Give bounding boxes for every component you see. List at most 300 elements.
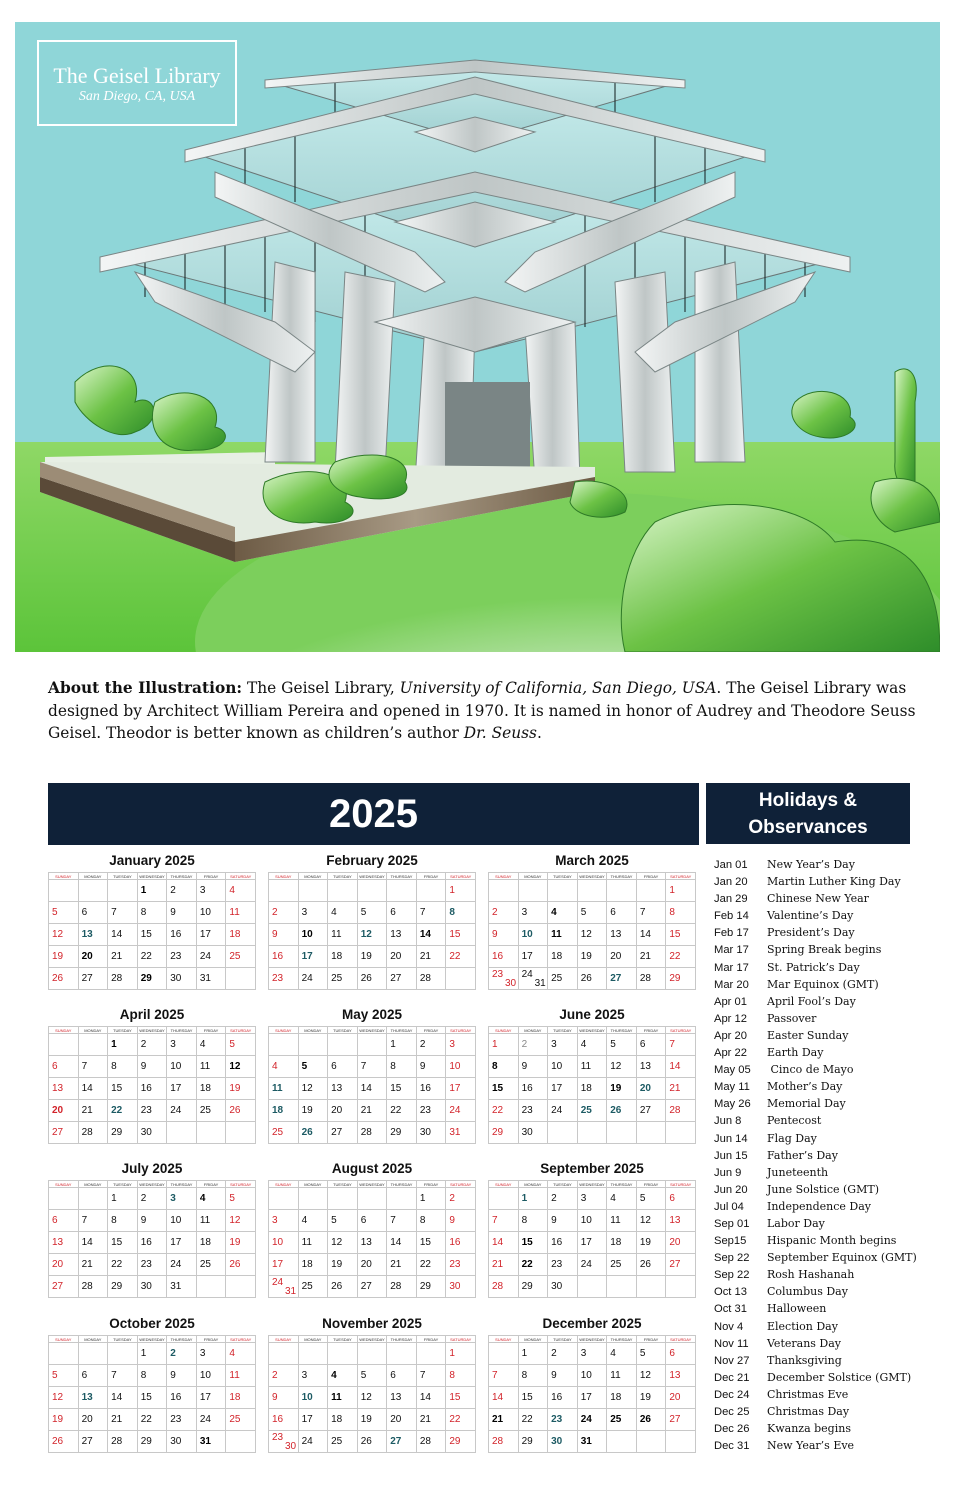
weekday-header: TUESDAY (328, 1027, 358, 1034)
day-cell: 14 (108, 1387, 138, 1409)
day-cell: 15 (666, 924, 696, 946)
holiday-row (714, 1420, 944, 1437)
holiday-date: Dec 25 (714, 1406, 750, 1418)
day-cell: 2 (446, 1188, 476, 1210)
day-cell: 26 (636, 1254, 666, 1276)
weekday-header: MONDAY (78, 1336, 108, 1343)
day-cell (269, 1188, 299, 1210)
day-cell: 8 (416, 1210, 446, 1232)
holiday-date: Sep15 (714, 1235, 747, 1248)
day-cell: 23 (446, 1254, 476, 1276)
day-cell: 15 (446, 1387, 476, 1409)
day-cell: 3 (577, 1188, 607, 1210)
day-cell: 28 (666, 1100, 696, 1122)
holiday-date: Feb 17 (714, 927, 749, 940)
holiday-row (714, 1181, 944, 1198)
month-title: June 2025 (559, 1007, 625, 1022)
weekday-header: THURSDAY (167, 1181, 197, 1188)
day-cell: 7 (666, 1034, 696, 1056)
day-cell: 7 (108, 902, 138, 924)
holiday-row (714, 1078, 944, 1095)
day-cell: 5 (49, 1365, 79, 1387)
weekday-header: SATURDAY (446, 873, 476, 880)
day-cell: 27 (78, 968, 108, 990)
day-cell: 25 (548, 968, 578, 990)
weekday-header: WEDNESDAY (357, 873, 387, 880)
day-cell: 17 (446, 1078, 476, 1100)
month-calendar (488, 1315, 696, 1453)
holiday-row (714, 1027, 944, 1044)
weekday-header: SUNDAY (489, 1181, 519, 1188)
month-calendar (48, 1006, 256, 1144)
day-cell: 10 (167, 1210, 197, 1232)
weekday-header: MONDAY (78, 1027, 108, 1034)
holiday-row (714, 1215, 944, 1232)
day-number: 24 (521, 969, 533, 980)
day-cell: 6 (78, 1365, 108, 1387)
day-cell: 6 (607, 902, 637, 924)
day-cell (489, 1188, 519, 1210)
day-cell: 11 (298, 1232, 328, 1254)
holiday-date: Oct 31 (714, 1303, 747, 1316)
day-cell: 20 (49, 1100, 79, 1122)
weekday-header: SATURDAY (226, 1181, 256, 1188)
day-cell: 26 (328, 1276, 358, 1298)
day-cell: 14 (666, 1056, 696, 1078)
holiday-date: Jul 04 (714, 1200, 744, 1213)
month-title: February 2025 (326, 853, 418, 868)
weekday-header: THURSDAY (607, 1181, 637, 1188)
day-cell: 25 (577, 1100, 607, 1122)
holiday-name: June Solstice (GMT) (767, 1182, 879, 1196)
day-cell: 15 (489, 1078, 519, 1100)
day-number: 31 (534, 978, 546, 989)
day-cell (328, 1188, 358, 1210)
weekday-header: FRIDAY (416, 1027, 446, 1034)
day-cell: 23 (167, 1409, 197, 1431)
day-cell (78, 1343, 108, 1365)
day-cell: 27 (49, 1276, 79, 1298)
day-cell: 3 (298, 1365, 328, 1387)
day-cell: 1 (108, 1034, 138, 1056)
day-cell: 17 (577, 1387, 607, 1409)
weekday-header: THURSDAY (387, 1027, 417, 1034)
weekday-header: TUESDAY (548, 1181, 578, 1188)
day-cell: 9 (167, 1365, 197, 1387)
day-cell: 8 (108, 1056, 138, 1078)
day-cell: 15 (416, 1232, 446, 1254)
holiday-row (714, 924, 944, 941)
weekday-header: THURSDAY (387, 1181, 417, 1188)
day-cell: 13 (78, 924, 108, 946)
day-cell: 21 (416, 1409, 446, 1431)
weekday-header: WEDNESDAY (357, 1027, 387, 1034)
weekday-header: WEDNESDAY (577, 1027, 607, 1034)
day-cell: 20 (607, 946, 637, 968)
day-cell: 8 (137, 902, 167, 924)
day-cell: 27 (78, 1431, 108, 1453)
day-cell: 26 (298, 1122, 328, 1144)
day-cell: 19 (577, 946, 607, 968)
holiday-row (714, 1352, 944, 1369)
day-cell: 23 (167, 946, 197, 968)
day-cell: 3 (167, 1188, 197, 1210)
day-cell: 12 (49, 1387, 79, 1409)
day-cell: 12 (49, 924, 79, 946)
day-cell: 21 (416, 946, 446, 968)
day-cell: 22 (666, 946, 696, 968)
day-cell (387, 1188, 417, 1210)
day-cell (666, 1276, 696, 1298)
day-cell (387, 1343, 417, 1365)
day-cell: 5 (298, 1056, 328, 1078)
day-cell: 5 (636, 1188, 666, 1210)
holiday-date: Jan 20 (714, 876, 748, 889)
day-cell: 28 (489, 1431, 519, 1453)
day-cell: 20 (78, 1409, 108, 1431)
day-cell: 10 (518, 924, 548, 946)
day-cell (607, 1122, 637, 1144)
day-cell (78, 1188, 108, 1210)
weekday-header: MONDAY (518, 873, 548, 880)
day-cell: 1 (518, 1188, 548, 1210)
holiday-name: Halloween (767, 1302, 827, 1316)
day-cell: 20 (49, 1254, 79, 1276)
day-cell: 19 (328, 1254, 358, 1276)
day-cell (196, 1276, 226, 1298)
holiday-name: September Equinox (GMT) (767, 1251, 917, 1265)
day-cell (636, 1276, 666, 1298)
holiday-row (714, 1318, 944, 1335)
day-cell: 17 (269, 1254, 299, 1276)
holiday-name: Juneteenth (767, 1165, 829, 1179)
day-cell (357, 1343, 387, 1365)
day-cell (108, 1343, 138, 1365)
holiday-row (714, 1335, 944, 1352)
day-cell: 28 (489, 1276, 519, 1298)
day-cell: 15 (518, 1387, 548, 1409)
day-cell: 11 (328, 924, 358, 946)
day-cell: 13 (49, 1078, 79, 1100)
day-cell (489, 1343, 519, 1365)
day-cell: 1 (489, 1034, 519, 1056)
day-cell: 3 (446, 1034, 476, 1056)
holiday-name: Hispanic Month begins (767, 1234, 897, 1248)
holiday-name: Easter Sunday (767, 1028, 849, 1042)
day-cell (666, 1431, 696, 1453)
day-cell: 14 (357, 1078, 387, 1100)
day-cell: 25 (226, 1409, 256, 1431)
holiday-row (714, 993, 944, 1010)
day-cell: 12 (226, 1056, 256, 1078)
holiday-row (714, 856, 944, 873)
day-cell: 30 (518, 1122, 548, 1144)
day-cell: 7 (357, 1056, 387, 1078)
day-cell: 15 (108, 1232, 138, 1254)
day-cell: 6 (666, 1188, 696, 1210)
day-cell: 4 (226, 880, 256, 902)
holiday-row (714, 1369, 944, 1386)
day-cell: 30 (137, 1276, 167, 1298)
day-cell: 11 (269, 1078, 299, 1100)
holiday-row (714, 1112, 944, 1129)
holiday-name: New Year’s Eve (767, 1439, 855, 1453)
year-header: 2025 (48, 783, 699, 845)
holiday-name: Mar Equinox (GMT) (767, 977, 879, 991)
holiday-date: Apr 01 (714, 995, 747, 1008)
holiday-date: Mar 17 (714, 961, 749, 974)
weekday-header: MONDAY (298, 1027, 328, 1034)
day-cell: 13 (357, 1232, 387, 1254)
month-title: July 2025 (121, 1161, 183, 1176)
weekday-header: SUNDAY (269, 873, 299, 880)
month-title: August 2025 (331, 1161, 413, 1176)
day-cell: 21 (108, 946, 138, 968)
day-cell: 2 (548, 1188, 578, 1210)
day-cell: 14 (416, 924, 446, 946)
holiday-name: Christmas Eve (767, 1387, 849, 1401)
day-cell: 25 (226, 946, 256, 968)
day-cell: 12 (636, 1365, 666, 1387)
month-title: April 2025 (119, 1007, 185, 1022)
day-cell: 17 (548, 1078, 578, 1100)
month-title: March 2025 (555, 853, 629, 868)
day-cell (416, 1343, 446, 1365)
day-cell: 12 (607, 1056, 637, 1078)
day-cell: 13 (328, 1078, 358, 1100)
holiday-row (714, 1061, 944, 1078)
about-author: Dr. Seuss (463, 724, 537, 742)
day-cell: 27 (357, 1276, 387, 1298)
day-cell (167, 1122, 197, 1144)
day-cell: 25 (607, 1254, 637, 1276)
day-cell: 6 (49, 1056, 79, 1078)
holiday-row (714, 1010, 944, 1027)
day-cell: 4 (607, 1343, 637, 1365)
day-cell: 5 (49, 902, 79, 924)
day-cell: 26 (607, 1100, 637, 1122)
holiday-date: Jun 14 (714, 1132, 748, 1145)
day-cell: 28 (387, 1276, 417, 1298)
holiday-date: Jun 8 (714, 1115, 742, 1128)
day-cell: 25 (298, 1276, 328, 1298)
day-cell: 4 (328, 902, 358, 924)
day-cell: 26 (49, 968, 79, 990)
day-cell: 30 (167, 968, 197, 990)
day-cell: 8 (518, 1365, 548, 1387)
day-cell: 21 (78, 1100, 108, 1122)
day-cell: 27 (607, 968, 637, 990)
day-cell: 6 (78, 902, 108, 924)
day-cell: 17 (196, 1387, 226, 1409)
day-number: 30 (285, 1441, 297, 1452)
weekday-header: SUNDAY (489, 1027, 519, 1034)
day-cell: 16 (269, 1409, 299, 1431)
about-lead: The Geisel Library, (242, 679, 400, 697)
holiday-name: Pentecost (767, 1114, 822, 1128)
holiday-name: Veterans Day (767, 1336, 842, 1350)
day-cell: 22 (518, 1254, 548, 1276)
holiday-row (714, 1249, 944, 1266)
day-cell: 29 (137, 1431, 167, 1453)
day-cell: 23 (548, 1409, 578, 1431)
day-cell: 27 (49, 1122, 79, 1144)
day-cell: 23 (137, 1254, 167, 1276)
illustration-title-box (37, 40, 237, 126)
day-cell: 19 (226, 1232, 256, 1254)
day-cell (577, 1276, 607, 1298)
day-cell (518, 880, 548, 902)
day-cell: 4 (298, 1210, 328, 1232)
day-cell: 19 (49, 1409, 79, 1431)
day-cell: 4 (196, 1188, 226, 1210)
weekday-header: FRIDAY (196, 1181, 226, 1188)
day-cell: 24 (167, 1100, 197, 1122)
day-cell: 14 (636, 924, 666, 946)
holiday-date: Apr 22 (714, 1047, 747, 1060)
day-cell: 9 (137, 1056, 167, 1078)
holiday-row (714, 941, 944, 958)
day-cell: 24 (548, 1100, 578, 1122)
day-cell: 20 (636, 1078, 666, 1100)
day-cell (298, 1034, 328, 1056)
holiday-row (714, 1130, 944, 1147)
day-cell (328, 1034, 358, 1056)
day-cell: 24 (446, 1100, 476, 1122)
holiday-row (714, 1198, 944, 1215)
weekday-header: WEDNESDAY (137, 1181, 167, 1188)
day-cell: 22 (108, 1100, 138, 1122)
holiday-date: Nov 4 (714, 1320, 744, 1333)
holiday-row (714, 907, 944, 924)
weekday-header: FRIDAY (196, 873, 226, 880)
about-body: . The Geisel Library was designed by Architect William Pereira and opened in 1970. It is named in honor of Audrey and Theodore Seuss Geisel. Theodor is better known as children’s author (48, 679, 916, 742)
day-cell: 1 (137, 1343, 167, 1365)
day-cell (518, 968, 548, 990)
holiday-name: Memorial Day (767, 1097, 846, 1111)
day-cell: 28 (108, 968, 138, 990)
weekday-header: FRIDAY (636, 1181, 666, 1188)
day-cell: 8 (666, 902, 696, 924)
day-cell: 2 (137, 1034, 167, 1056)
holiday-name: Cinco de Mayo (767, 1063, 854, 1077)
day-cell: 8 (489, 1056, 519, 1078)
day-cell: 12 (328, 1232, 358, 1254)
day-cell (196, 1122, 226, 1144)
day-cell: 3 (298, 902, 328, 924)
day-cell (548, 1122, 578, 1144)
day-cell (49, 1188, 79, 1210)
weekday-header: THURSDAY (167, 1336, 197, 1343)
holiday-date: Jun 20 (714, 1183, 748, 1196)
holiday-date: May 05 (714, 1064, 751, 1077)
day-cell: 10 (167, 1056, 197, 1078)
day-cell: 21 (108, 1409, 138, 1431)
weekday-header: SATURDAY (666, 873, 696, 880)
day-cell (489, 880, 519, 902)
day-cell (357, 1034, 387, 1056)
day-cell: 8 (387, 1056, 417, 1078)
day-cell: 24 (298, 968, 328, 990)
day-cell (489, 968, 519, 990)
weekday-header: MONDAY (78, 873, 108, 880)
day-cell (49, 1034, 79, 1056)
month-calendar (488, 852, 696, 990)
day-cell (446, 968, 476, 990)
day-cell: 6 (387, 902, 417, 924)
day-cell: 22 (108, 1254, 138, 1276)
day-number: 24 (272, 1277, 284, 1288)
day-cell: 5 (607, 1034, 637, 1056)
day-cell (636, 1431, 666, 1453)
holiday-name: Earth Day (767, 1046, 824, 1060)
day-cell (577, 880, 607, 902)
day-cell: 17 (298, 1409, 328, 1431)
day-cell: 20 (328, 1100, 358, 1122)
day-cell (636, 1122, 666, 1144)
weekday-header: THURSDAY (387, 873, 417, 880)
weekday-header: SATURDAY (666, 1181, 696, 1188)
day-cell: 8 (518, 1210, 548, 1232)
day-cell: 9 (548, 1210, 578, 1232)
day-cell: 26 (577, 968, 607, 990)
day-cell: 13 (636, 1056, 666, 1078)
weekday-header: FRIDAY (416, 873, 446, 880)
day-cell: 30 (548, 1276, 578, 1298)
holiday-date: Sep 22 (714, 1269, 750, 1282)
day-cell: 7 (78, 1056, 108, 1078)
holiday-date: Apr 20 (714, 1029, 747, 1042)
day-cell: 22 (446, 946, 476, 968)
day-cell: 24 (196, 1409, 226, 1431)
month-calendar (48, 1315, 256, 1453)
day-cell: 18 (328, 946, 358, 968)
day-cell: 19 (636, 1387, 666, 1409)
day-cell: 22 (416, 1254, 446, 1276)
weekday-header: FRIDAY (636, 1336, 666, 1343)
weekday-header: FRIDAY (636, 873, 666, 880)
day-cell: 13 (666, 1210, 696, 1232)
holiday-row (714, 1147, 944, 1164)
day-cell: 5 (328, 1210, 358, 1232)
day-cell: 1 (137, 880, 167, 902)
day-cell: 10 (196, 1365, 226, 1387)
day-cell: 7 (108, 1365, 138, 1387)
day-cell: 30 (167, 1431, 197, 1453)
day-cell: 2 (269, 1365, 299, 1387)
day-cell: 9 (167, 902, 197, 924)
day-cell: 14 (489, 1387, 519, 1409)
day-cell: 13 (78, 1387, 108, 1409)
day-cell: 11 (196, 1210, 226, 1232)
month-title: May 2025 (341, 1007, 403, 1022)
day-cell: 11 (226, 902, 256, 924)
holidays-list (714, 856, 944, 1454)
day-cell: 4 (577, 1034, 607, 1056)
day-cell: 24 (196, 946, 226, 968)
day-cell: 18 (607, 1232, 637, 1254)
day-cell: 25 (328, 968, 358, 990)
day-cell: 7 (489, 1365, 519, 1387)
day-cell: 25 (328, 1431, 358, 1453)
weekday-header: SATURDAY (226, 1336, 256, 1343)
holiday-row (714, 1044, 944, 1061)
day-cell: 14 (78, 1232, 108, 1254)
weekday-header: THURSDAY (607, 1336, 637, 1343)
holiday-name: New Year’s Day (767, 858, 855, 871)
illustration-title: The Geisel Library (53, 63, 221, 88)
day-cell: 16 (518, 1078, 548, 1100)
